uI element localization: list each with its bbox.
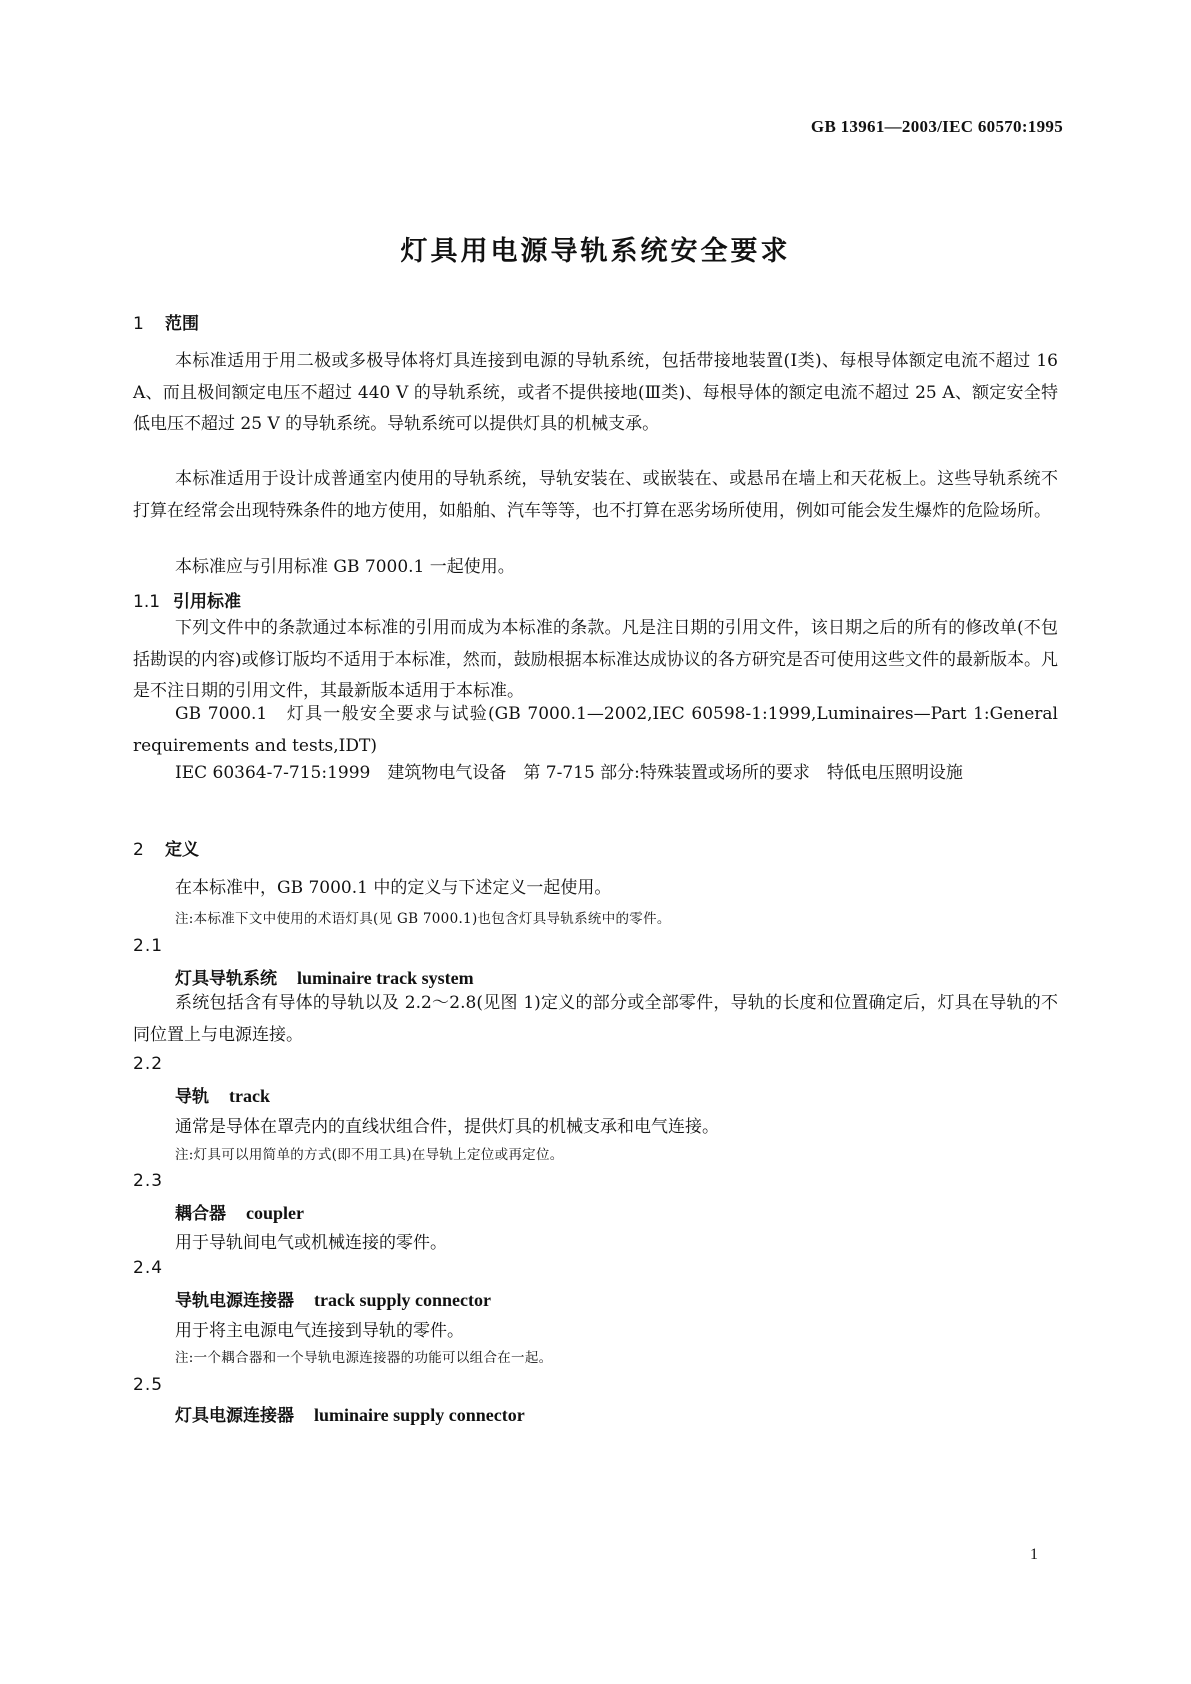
term-definition: 用于导轨间电气或机械连接的零件。 [175, 1233, 447, 1253]
section-1-paragraph-3: 本标准应与引用标准 GB 7000.1 一起使用。 [175, 557, 515, 577]
term-definition: 系统包括含有导体的导轨以及 2.2～2.8(见图 1)定义的部分或全部零件，导轨的长度和位置确定后，灯具在导轨的不同位置上与电源连接。 [133, 993, 1058, 1045]
section-title: 引用标准 [173, 592, 241, 612]
reference-iec60364: IEC 60364-7-715:1999 建筑物电气设备 第 7-715 部分:特殊装置或场所的要求 特低电压照明设施 [175, 763, 963, 783]
term-chinese: 灯具电源连接器 [175, 1406, 294, 1426]
section-2-note: 注:本标准下文中使用的术语灯具(见 GB 7000.1)也包含灯具导轨系统中的零件。 [175, 911, 671, 927]
section-title: 定义 [165, 840, 199, 860]
term-english: coupler [246, 1203, 304, 1223]
term-heading [175, 1199, 304, 1224]
section-1-1-paragraph: 下列文件中的条款通过本标准的引用而成为本标准的条款。凡是注日期的引用文件，该日期之后的所有的修改单(不包括勘误的内容)或修订版均不适用于本标准，然而，鼓励根据本标准达成协议的各方研究是否可使用这些文件的最新版本。凡是不注日期的引用文件，其最新版本适用于本标准。 [133, 618, 1058, 701]
section-1-1-heading [133, 587, 241, 612]
clause-number: 2.4 [133, 1258, 164, 1278]
term-note: 注:灯具可以用简单的方式(即不用工具)在导轨上定位或再定位。 [175, 1147, 564, 1163]
page-number: 1 [1030, 1546, 1038, 1563]
section-1-heading [133, 309, 199, 334]
clause-number: 2.1 [133, 936, 164, 956]
section-number: 2 [133, 840, 144, 860]
term-note: 注:一个耦合器和一个导轨电源连接器的功能可以组合在一起。 [175, 1350, 553, 1366]
section-title: 范围 [165, 314, 199, 334]
term-definition: 用于将主电源电气连接到导轨的零件。 [175, 1321, 464, 1341]
clause-number: 2.3 [133, 1171, 164, 1191]
term-heading [175, 1082, 270, 1107]
section-1-paragraph-2: 本标准适用于设计成普通室内使用的导轨系统，导轨安装在、或嵌装在、或悬吊在墙上和天花板上。这些导轨系统不打算在经常会出现特殊条件的地方使用，如船舶、汽车等等，也不打算在恶劣场所使用，例如可能会发生爆炸的危险场所。 [133, 469, 1058, 521]
reference-gb7000-1: GB 7000.1 灯具一般安全要求与试验(GB 7000.1—2002,IEC 60598-1:1999,Luminaires—Part 1:General requirements and tests,IDT) [133, 704, 1058, 756]
section-2-heading [133, 835, 199, 860]
section-2-paragraph: 在本标准中，GB 7000.1 中的定义与下述定义一起使用。 [175, 878, 612, 898]
section-number: 1 [133, 314, 144, 334]
section-number: 1.1 [133, 592, 161, 612]
term-chinese: 导轨 [175, 1087, 209, 1107]
term-definition: 通常是导体在罩壳内的直线状组合件，提供灯具的机械支承和电气连接。 [175, 1117, 719, 1137]
clause-number: 2.2 [133, 1054, 164, 1074]
term-heading [175, 1286, 491, 1311]
term-english: luminaire supply connector [314, 1405, 525, 1425]
term-chinese: 耦合器 [175, 1204, 226, 1224]
term-chinese: 导轨电源连接器 [175, 1291, 294, 1311]
term-chinese: 灯具导轨系统 [175, 969, 277, 989]
term-heading [175, 964, 474, 989]
section-1-paragraph-1: 本标准适用于用二极或多极导体将灯具连接到电源的导轨系统，包括带接地装置(Ⅰ类)、每根导体额定电流不超过 16 A、而且极间额定电压不超过 440 V 的导轨系统，或者不提供接地(Ⅲ类)、每根导体的额定电流不超过 25 A、额定安全特低电压不超过 25 V 的导轨系统。导轨系统可以提供灯具的机械支承。 [133, 351, 1058, 434]
term-english: track [229, 1086, 270, 1106]
standard-code: GB 13961—2003/IEC 60570:1995 [810, 117, 1063, 136]
clause-number: 2.5 [133, 1375, 164, 1395]
term-english: luminaire track system [297, 968, 474, 988]
term-english: track supply connector [314, 1290, 491, 1310]
page-title: 灯具用电源导轨系统安全要求 [400, 236, 791, 267]
term-heading [175, 1401, 525, 1426]
